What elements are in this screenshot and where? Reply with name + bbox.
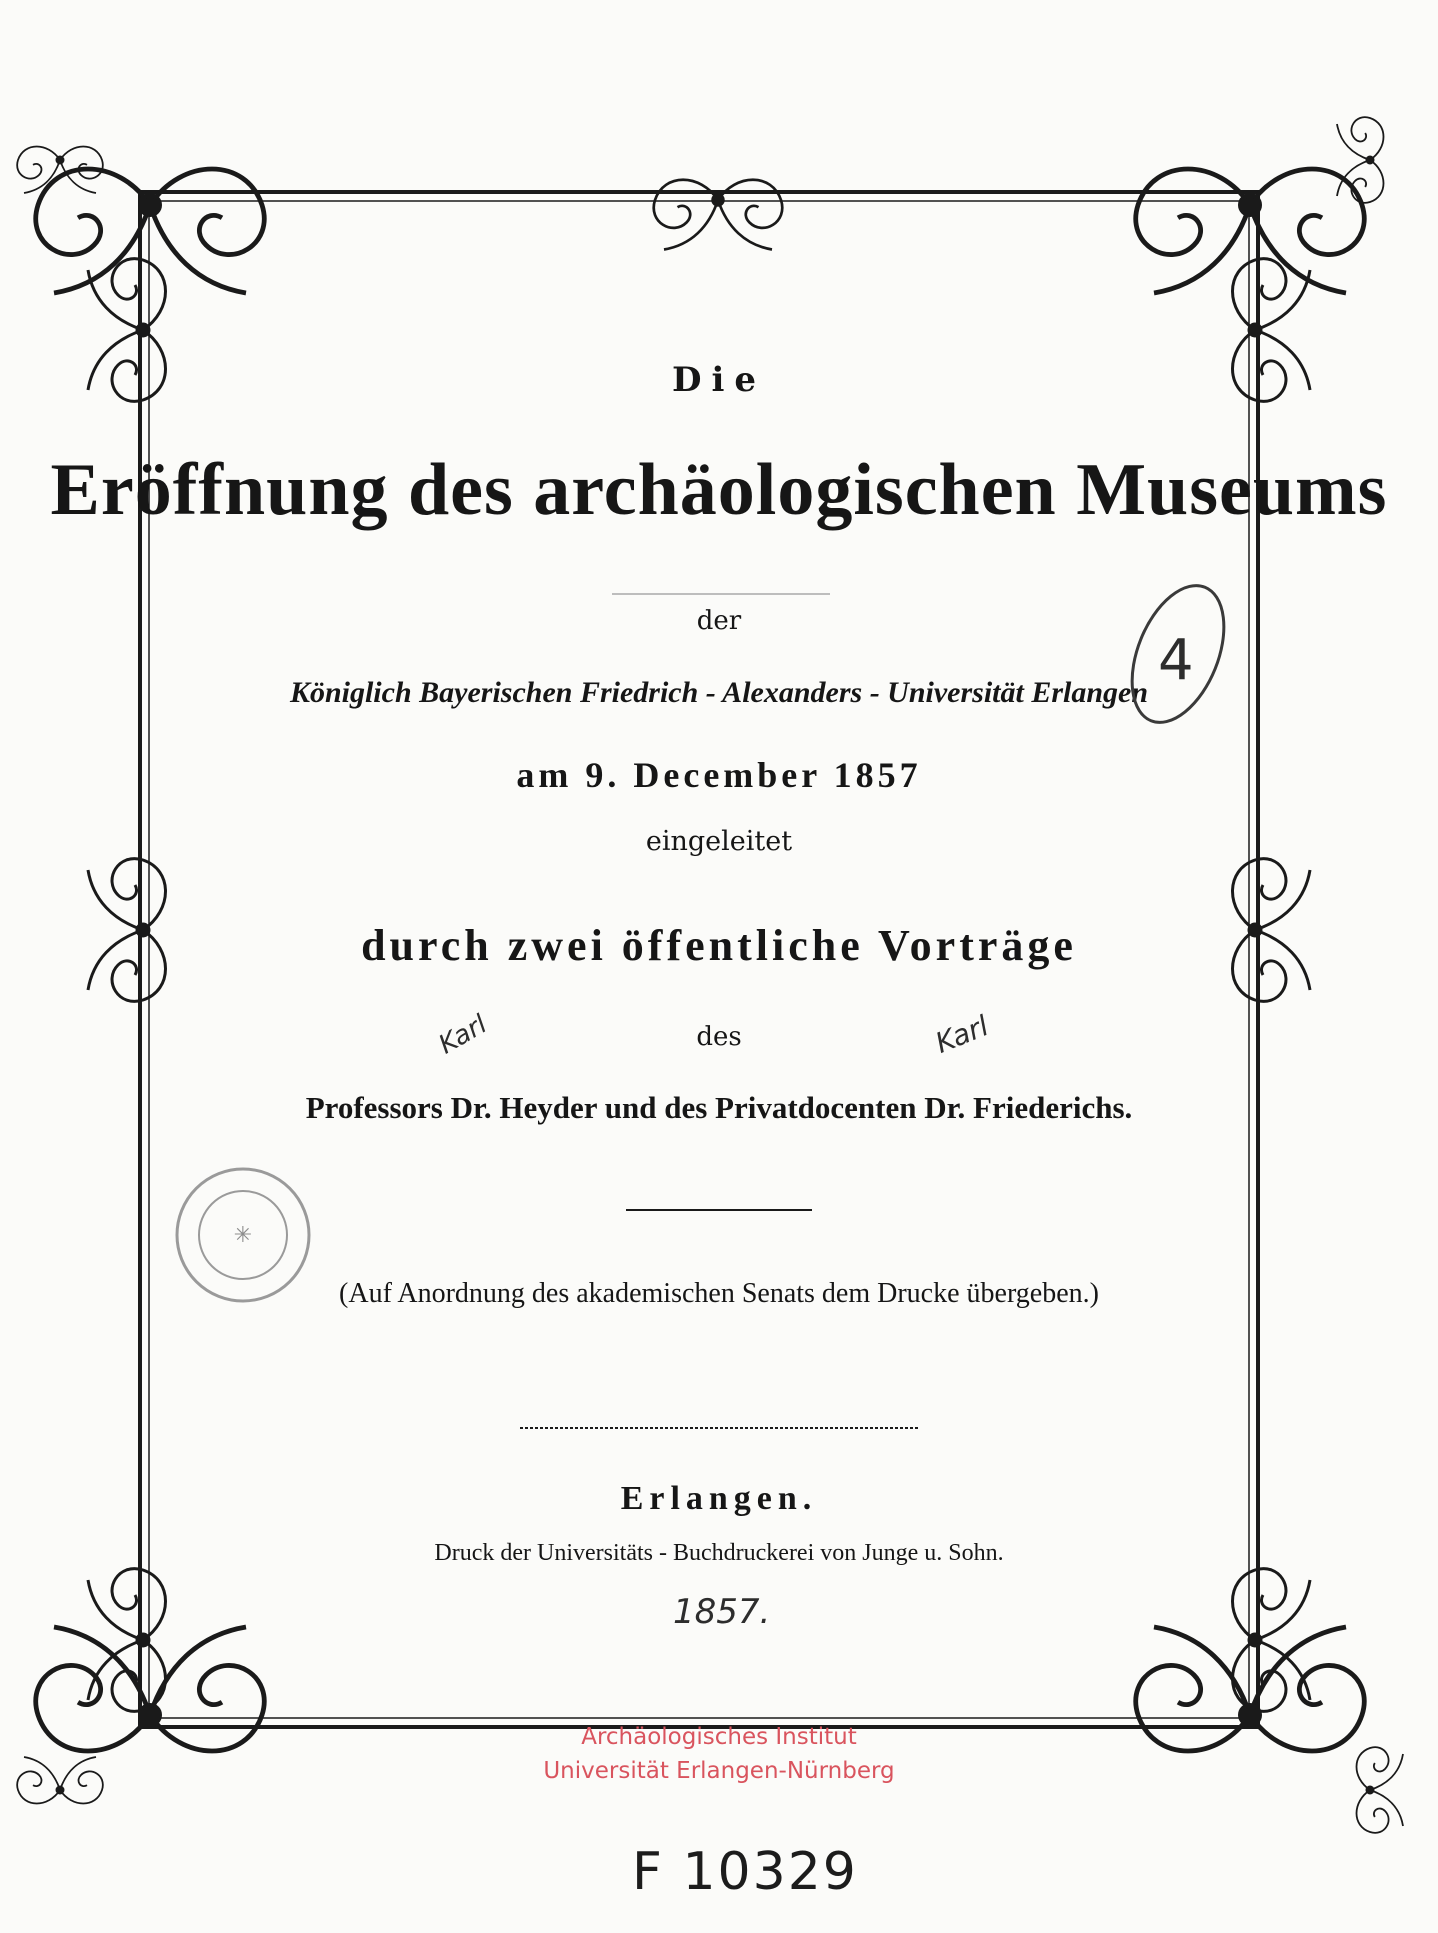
handwritten-annotation-right: Karl <box>930 1009 994 1060</box>
senate-note: (Auf Anordnung des akademischen Senats dem Drucke übergeben.) <box>339 1278 1099 1309</box>
svg-text:✳: ✳ <box>233 1223 253 1248</box>
institute-stamp-line2: Universität Erlangen-Nürnberg <box>543 1758 895 1784</box>
main-title: Eröffnung des archäologischen Museums <box>50 449 1388 531</box>
professors-line: Professors Dr. Heyder und des Privatdocenten Dr. Friederichs. <box>305 1090 1133 1125</box>
institute-stamp-line1: Archäologisches Institut <box>581 1724 857 1750</box>
lectures-line: durch zwei öffentliche Vorträge <box>361 921 1077 970</box>
eingeleitet-line: eingeleitet <box>645 826 793 857</box>
der-line: der <box>696 606 742 636</box>
printer-line: Druck der Universitäts - Buchdruckerei von Junge u. Sohn. <box>434 1540 1004 1566</box>
des-line: des <box>696 1022 742 1052</box>
handwritten-year: 1857. <box>673 1592 771 1632</box>
circled-number: 4 <box>1158 628 1194 693</box>
shelfmark: F 10329 <box>632 1842 858 1902</box>
university-name: Königlich Bayerischen Friedrich - Alexanders - Universität Erlangen <box>289 676 1149 709</box>
title-die: Die <box>671 360 767 400</box>
city-line: Erlangen. <box>620 1480 818 1517</box>
event-date: am 9. December 1857 <box>516 755 922 795</box>
round-library-stamp <box>168 1160 318 1310</box>
handwritten-annotation-left: Karl <box>433 1009 493 1061</box>
